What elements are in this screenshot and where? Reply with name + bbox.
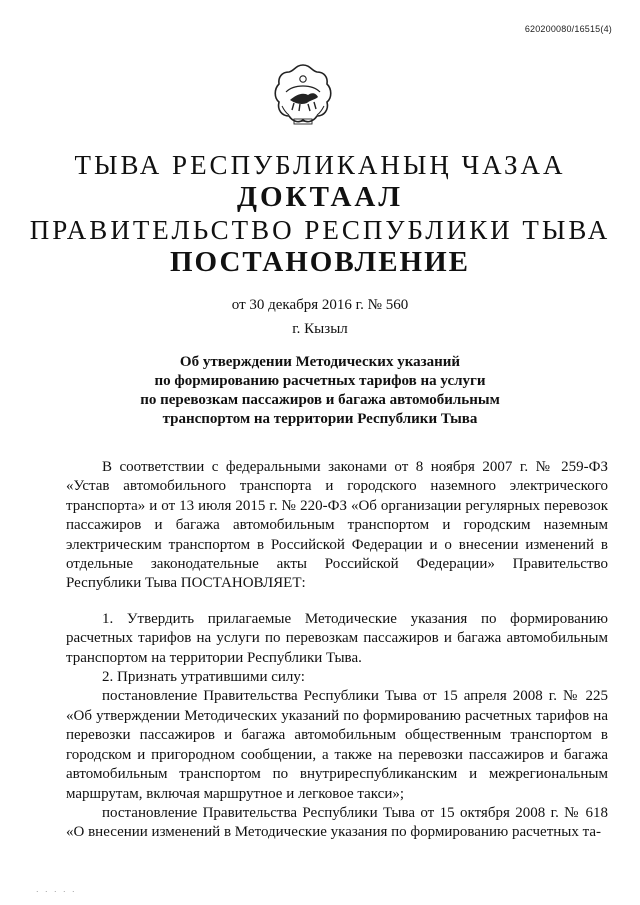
decree-city: г. Кызыл — [292, 321, 348, 337]
title-line: Об утверждении Методических указаний — [179, 354, 461, 370]
document-number: 620200080/16515(4) — [524, 24, 612, 34]
scan-marks: . . . . . — [36, 884, 77, 894]
paragraph-item-2: 2. Признать утратившими силу: — [102, 669, 305, 686]
paragraph-repealed-225: постановление Правительства Республики Тыва от 15 апреля 2008 г. № 225 «Об утверждении Методических указаний по формированию расчетных тарифов на перевозки пассажиров и багажа автомобильным общественным транспортом в городском и пригородном сообщении, а также на перевозки пассажиров и багажа автомобильным транспортом по внутриреспубликанским и межрегиональным маршрутам, включая маршрутное и легковое такси»; — [66, 688, 608, 802]
paragraph-preamble: В соответствии с федеральными законами от 8 ноября 2007 г. № 259-ФЗ «Устав автомобильного транспорта и городского наземного электрического транспорта» и от 13 июля 2015 г. № 220-ФЗ «Об организации регулярных перевозок пассажиров и багажа автомобильным транспортом и городским наземным электрическим транспортом в Российской Федерации и о внесении изменений в отдельные законодательные акты Российской Федерации» Правительство Республики Тыва ПОСТАНОВЛЯЕТ: — [66, 459, 608, 592]
title-line: транспортом на территории Республики Тыва — [162, 411, 478, 427]
paragraph-repealed-618: постановление Правительства Республики Тыва от 15 октября 2008 г. № 618 «О внесении изменений в Методические указания по формированию расчетных та- — [66, 804, 608, 841]
header-tyva-decree: ДОКТААЛ — [237, 181, 403, 213]
title-line: по перевозкам пассажиров и багажа автомобильным — [140, 392, 500, 408]
title-line: по формированию расчетных тарифов на услуги — [154, 373, 486, 389]
decree-title — [0, 353, 640, 429]
header-decree: ПОСТАНОВЛЕНИЕ — [169, 246, 470, 278]
decree-date: от 30 декабря 2016 г. № 560 — [231, 297, 409, 313]
decree-body — [66, 458, 608, 843]
header-government: ПРАВИТЕЛЬСТВО РЕСПУБЛИКИ ТЫВА — [29, 215, 611, 245]
tyva-republic-emblem-icon — [272, 62, 334, 134]
paragraph-item-1: 1. Утвердить прилагаемые Методические указания по формированию расчетных тарифов на услуги по перевозкам пассажиров и багажа автомобильным транспортом на территории Республики Тыва. — [66, 610, 608, 666]
header-tyva-government: ТЫВА РЕСПУБЛИКАНЫҢ ЧАЗАА — [74, 150, 566, 180]
